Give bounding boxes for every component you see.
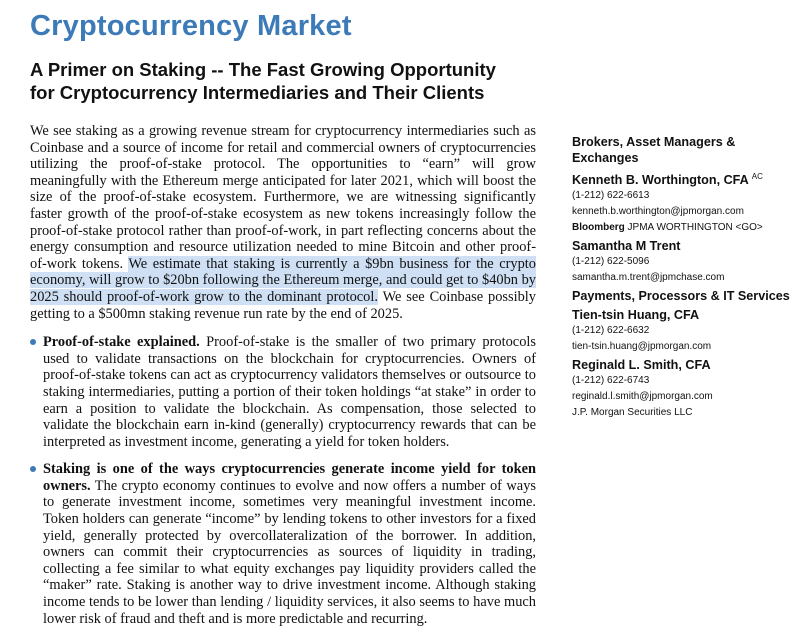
report-title: Cryptocurrency Market: [30, 10, 352, 42]
analyst-name: [572, 169, 797, 188]
main-text-column: [30, 123, 536, 638]
bloomberg-value: JPMA WORTHINGTON <GO>: [624, 222, 763, 233]
bullet-text: Proof-of-stake is the smaller of two primary protocols used to validate transactions on the blockchain for cryptocurrencies. Owners of proof-of-stake tokens can act as cryptocurrency validators themselves or outsource to staking intermediaries, putting a portion of their token holdings “at stake” in order to earn a position to validate the blockchain. As compensation, those selected to validate the blockchain earn in-kind (generally) cryptocurrency rewards that can be interpreted as investment income, generating a yield for token holders.: [43, 334, 536, 450]
analyst-bloomberg: [572, 220, 797, 236]
bloomberg-label: Bloomberg: [572, 222, 625, 233]
bullet-lead: Proof-of-stake explained.: [43, 334, 200, 351]
subtitle-line-1: A Primer on Staking -- The Fast Growing Opportunity: [30, 59, 496, 80]
analyst-phone: (1-212) 622-5096: [572, 256, 650, 267]
report-subtitle: [30, 59, 496, 104]
subtitle-line-2: for Cryptocurrency Intermediaries and Their Clients: [30, 81, 485, 103]
analyst-name: Tien-tsin Huang, CFA: [572, 308, 700, 322]
sector-heading: Brokers, Asset Managers & Exchanges: [572, 135, 736, 165]
intro-text-end: We see Coinbase possibly getting to a $500mn staking revenue run rate by the end of 2025.: [30, 288, 536, 322]
intro-text: We see staking as a growing revenue stream for cryptocurrency intermediaries such as Coinbase and a source of income for retail and commercial owners of cryptocurrencies utilizing the proof-of-stake protocol. The opportunities to “earn” will grow meaningfully with the Ethereum merge anticipated for later 2021, which will boost the size of the proof-of-stake ecosystem. Furthermore, we are witnessing significantly faster growth of the proof-of-stake ecosystem as new tokens increasingly follow the proof-of-stake protocol rather than proof-of-work, in part reflecting concerns about the energy consumption and resource utilization needed to mine Bitcoin and other proof-of-work tokens.: [30, 123, 536, 272]
analyst-certification-mark: AC: [751, 172, 763, 181]
bullet-item: [30, 334, 536, 450]
firm-name: J.P. Morgan Securities LLC: [572, 407, 693, 418]
bullet-dot-icon: [30, 466, 36, 472]
analyst-email[interactable]: reginald.l.smith@jpmorgan.com: [572, 391, 713, 402]
analyst-email[interactable]: tien-tsin.huang@jpmorgan.com: [572, 341, 712, 352]
analyst-phone: (1-212) 622-6743: [572, 375, 650, 386]
sector-heading: Payments, Processors & IT Services: [572, 289, 790, 303]
bullet-item: [30, 461, 536, 627]
analyst-email[interactable]: kenneth.b.worthington@jpmorgan.com: [572, 206, 744, 217]
bullet-text: The crypto economy continues to evolve and now offers a number of ways to generate investment income, sometimes very meaningful investment income. Token holders can generate “income” by lending tokens to other investors for a fixed yield, generally protected by overcollateralization of the borrower. In addition, owners can commit their cryptocurrencies as sources of liquidity in trading, collecting a fee similar to what equity exchanges pay liquidity providers called the “maker” rate. Staking is another way to drive investment income. Although staking income tends to be lower than lending / liquidity services, it also seems to have much lower risk of fraud and theft and is more predictable and recurring.: [43, 477, 536, 627]
analyst-email[interactable]: samantha.m.trent@jpmchase.com: [572, 272, 725, 283]
intro-paragraph: [30, 123, 536, 322]
analyst-name: Reginald L. Smith, CFA: [572, 358, 711, 372]
bullet-list: [30, 334, 536, 627]
highlighted-text[interactable]: We estimate that staking is currently a $9bn business for the crypto economy, will grow to $20bn following the Ethereum merge, and could get to $40bn by 2025 should proof-of-work grow to the dominant protocol.: [30, 255, 536, 305]
analyst-name: Samantha M Trent: [572, 239, 681, 253]
analyst-sidebar: [572, 134, 797, 421]
analyst-name-text: Kenneth B. Worthington, CFA: [572, 173, 749, 187]
analyst-phone: (1-212) 622-6613: [572, 190, 650, 201]
analyst-phone: (1-212) 622-6632: [572, 325, 650, 336]
bullet-lead: Staking is one of the ways cryptocurrencies generate income yield for token owners.: [43, 461, 536, 494]
bullet-dot-icon: [30, 339, 36, 345]
